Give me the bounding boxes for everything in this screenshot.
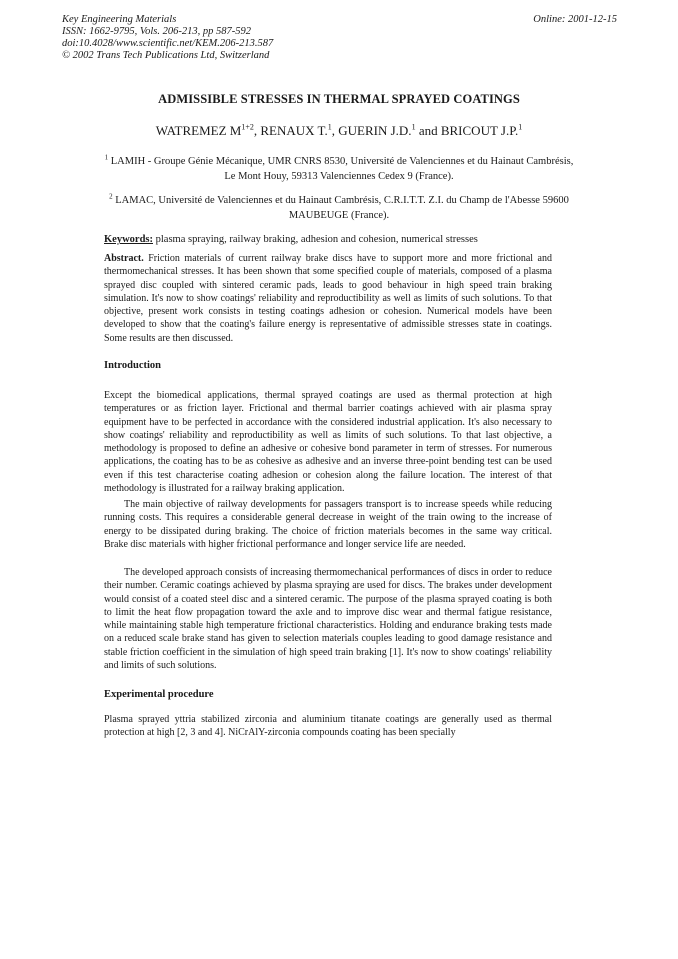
keywords-line [104, 234, 478, 245]
introduction-paragraph-1: Except the biomedical applications, thermal sprayed coatings are used as thermal protection at high temperatures or as friction layer. Frictional and thermal barrier coatings achieved with air plasma spray equipment have to be perfected in accordance with the considered industrial application. It's also necessary to show coatings' reliability and reproductibility as well as limits of such solutions. To that last objective, a methodology is proposed to define an adhesive or cohesive bond parameter in term of stresses. For numerous applications, the coating has to be as cohesive as adhesive and an inverse three-point bending test can be used even if this test characterise coating adhesion or cohesion along the failure location. The interest of that methodology is illustrated for a railway braking application. [104, 390, 552, 495]
keywords-label: Keywords: [104, 234, 153, 245]
keywords-text: plasma spraying, railway braking, adhesion and cohesion, numerical stresses [153, 234, 478, 245]
page-header [62, 14, 617, 62]
copyright-line: © 2002 Trans Tech Publications Ltd, Switzerland [62, 50, 270, 61]
online-date: Online: 2001-12-15 [533, 14, 617, 25]
experimental-heading: Experimental procedure [104, 689, 214, 700]
author-name: and BRICOUT J.P. [415, 123, 519, 138]
author-affiliation-mark: 1+2 [241, 122, 254, 132]
doi-line: doi:10.4028/www.scientific.net/KEM.206-213.587 [62, 38, 274, 49]
introduction-heading: Introduction [104, 360, 161, 371]
introduction-paragraph-2: The main objective of railway developments for passagers transport is to increase speeds while reducing running costs. This requires a considerable general decrease in weight of the train owing to the increase of energy to be dissipated during braking. The choice of friction materials becomes in the same way critical. Brake disc materials with higher frictional performance and longer service life are needed. [104, 499, 552, 550]
paper-title: ADMISSIBLE STRESSES IN THERMAL SPRAYED COATINGS [158, 92, 520, 106]
author-list [0, 123, 678, 139]
experimental-paragraph-1: Plasma sprayed yttria stabilized zirconia and aluminium titanate coatings are generally used as thermal protection at high [2, 3 and 4]. NiCrAlY-zirconia compounds coating has been specially [104, 714, 552, 739]
issn-line: ISSN: 1662-9795, Vols. 206-213, pp 587-592 [62, 26, 251, 37]
journal-name: Key Engineering Materials [62, 14, 177, 25]
abstract-text: Friction materials of current railway brake discs have to support more and more frictional and thermomechanical stresses. It has been shown that some specified couple of materials, composed of a plasma sprayed disc coupled with sintered ceramic pads, leads to good behaviour in high speed train braking simulation. It's now to show coatings' reliability and reproductibility as well as limits of such solutions. To that objective, present work consists in testing coatings adhesion or cohesion. Numerical models have been developed to show that the coating's failure energy is representative of admissible stresses state in coatings. Some results are then discussed. [104, 253, 552, 344]
author-affiliation-mark: 1 [518, 122, 523, 132]
affiliation-mark: 1 [104, 153, 109, 162]
affiliation-text: LAMIH - Groupe Génie Mécanique, UMR CNRS 8530, Université de Valenciennes et du Hainaut Cambrésis, Le Mont Houy, 59313 Valenciennes Cedex 9 (France). [108, 156, 574, 182]
author-affiliation-mark: 1 [327, 122, 332, 132]
introduction-paragraph-3: The developed approach consists of increasing thermomechanical performances of discs in order to reduce their number. Ceramic coatings achieved by plasma spraying are used for discs. The brakes under development would consist of a coated steel disc and a sintered ceramic. The purpose of the plasma sprayed coating is both to limit the heat flow propagation toward the axle and to improve disc wear and thermal fatigue resistance, while maintaining stable high temperature frictional characteristics. Holding and endurance braking tests made on a reduced scale brake stand has given to selection materials couples leading to good damage resistance and stable friction coefficient in the simulation of high speed train braking [1]. It's now to show coatings' reliability and limits of such solutions. [104, 567, 552, 672]
abstract-paragraph [104, 252, 552, 345]
abstract-label: Abstract. [104, 253, 144, 264]
author-name: , GUERIN J.D. [331, 123, 412, 138]
author-name: WATREMEZ M [155, 123, 242, 138]
affiliation-mark: 2 [109, 192, 113, 201]
author-name: , RENAUX T. [253, 123, 328, 138]
affiliation-text: LAMAC, Université de Valenciennes et du Hainaut Cambrésis, C.R.I.T.T. Z.I. du Champ de l'Abesse 59600 MAUBEUGE (France). [112, 195, 569, 221]
affiliation-2 [100, 193, 578, 223]
affiliation-1 [100, 154, 578, 184]
author-affiliation-mark: 1 [411, 122, 416, 132]
